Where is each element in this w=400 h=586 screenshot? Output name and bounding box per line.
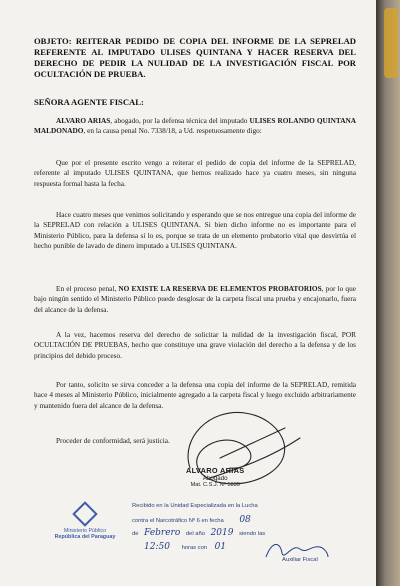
- defendant-name: ULISES ROLANDO QUINTANA MALDONADO: [34, 116, 357, 136]
- paragraph-3-bold: NO EXISTE LA RESERVA DE ELEMENTOS PROBATORIOS: [118, 284, 322, 293]
- paragraph-1-text: Que por el presente escrito vengo a reiterar el pedido de copia del informe de la SEPRELAD, referente al imputado ULISES QUINTANA, que hemos realizado hace ya cuatro meses, sin ninguna respuesta formal hasta la fecha.: [34, 158, 356, 188]
- stamp-line-3: [132, 528, 265, 538]
- stamp-date-month: Febrero: [144, 528, 181, 538]
- lawyer-name: ALVARO ARIAS: [56, 116, 111, 125]
- stamp-line-4: [132, 542, 226, 552]
- signature-matricula: Mat. C.S.J. Nº 5835: [190, 482, 240, 488]
- paragraph-3-text-1: En el proceso penal,: [56, 284, 119, 293]
- paragraph-2-text: Hace cuatro meses que venimos solicitando y esperando que se nos entregue una copia del informe de la SEPRELAD con relación a ULISES QUINTANA. Si bien dicho informe no es importante para el Ministerio Público, para la defensa sí lo es, porque se trata de un elemento probatorio vital que desvirtúa el hecho punible de lavado de dinero imputado a ULISES QUINTANA.: [34, 210, 356, 251]
- document-subject: OBJETO: REITERAR PEDIDO DE COPIA DEL INFORME DE LA SEPRELAD REFERENTE AL IMPUTADO ULISES QUINTANA Y HACER RESERVA DEL DERECHO DE PEDIR LA NULIDAD DE LA INVESTIGACIÓN FISCAL POR OCULTACIÓN DE PRUEBA.: [34, 36, 356, 79]
- stamp-line-2-text: contra el Narcotráfico Nº 6 en fecha: [132, 518, 224, 524]
- paragraph-5-text: Por tanto, solicito se sirva conceder a la defensa una copia del informe de la SEPRELAD, remitida hace 4 meses al Ministerio Público, inicialmente agregado a la carpeta fiscal y luego excluido arbitrariamente y mantenido fuera del alcance de la defensa.: [34, 380, 356, 410]
- signature-role: Abogado: [202, 475, 228, 482]
- institution-emblem-icon: [72, 501, 97, 526]
- paragraph-1: [34, 158, 356, 189]
- stamp-official: Auxiliar Fiscal: [282, 557, 318, 563]
- stamp-date-year: 2019: [210, 528, 234, 538]
- stamp-date-day: 08: [239, 515, 251, 525]
- stamp-line-3-mid: del año: [185, 531, 205, 537]
- institution-line-1: Ministerio Público: [63, 528, 107, 534]
- ministerio-publico-logo: [50, 505, 120, 540]
- background-stain: [384, 8, 398, 78]
- stamp-received-text: Recibido en la Unidad Especializada en la Lucha: [132, 503, 258, 509]
- institution-line-2: República del Paraguay: [54, 534, 116, 540]
- paragraph-6-text: Proceder de conformidad, será justicia.: [56, 436, 170, 445]
- signature-name: ALVARO ARIAS: [186, 466, 245, 475]
- paragraph-4: [34, 330, 356, 361]
- stamp-line-2: [132, 515, 251, 525]
- paragraph-4-text: A la vez, hacemos reserva del derecho de solicitar la nulidad de la investigación fiscal, POR OCULTACIÓN DE PRUEBAS, hecho que constituye una grave violación del derecho a la defensa y de los principios del debido proceso.: [34, 330, 356, 360]
- official-signature: [262, 539, 332, 563]
- paragraph-2: [34, 210, 356, 252]
- stamp-line-4-mid: horas con: [181, 545, 208, 551]
- signature-block: [186, 466, 244, 488]
- stamp-line-3-prefix: de: [132, 531, 139, 537]
- stamp-time: 12:50: [144, 542, 170, 552]
- paragraph-3: [34, 284, 356, 315]
- stamp-line-3-suffix: siendo las: [239, 531, 266, 537]
- background-edge: [376, 0, 400, 586]
- intro-text-1: , abogado, por la defensa técnica del imputado: [110, 116, 250, 125]
- stamp-pages: 01: [214, 542, 227, 552]
- paragraph-3-text-2: , por lo que bajo ningún sentido el Ministerio Público puede desglosar de la carpeta fiscal una prueba y encajonarlo, fuera del alcance de la defensa.: [34, 284, 356, 314]
- intro-text-2: , en la causa penal No. 7338/18, a Ud. respetuosamente digo:: [83, 126, 262, 136]
- intro-paragraph: [34, 116, 356, 137]
- salutation: SEÑORA AGENTE FISCAL:: [34, 97, 144, 107]
